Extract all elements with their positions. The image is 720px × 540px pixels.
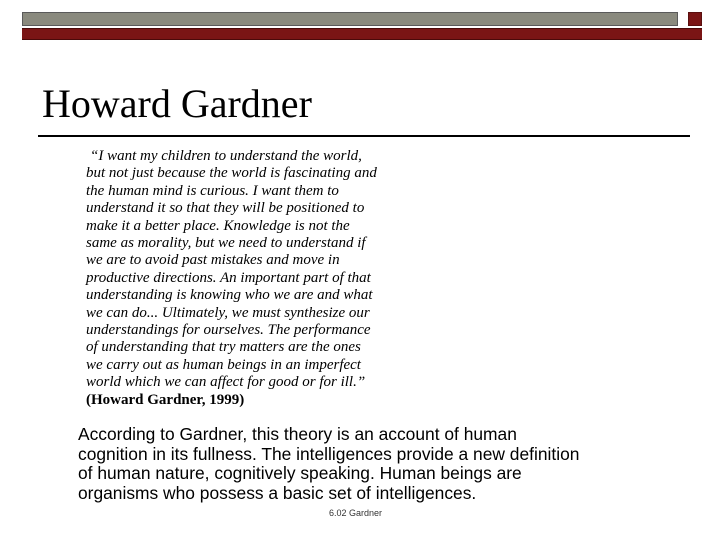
- quote-line: understand it so that they will be positioned to: [86, 200, 365, 217]
- header-accent-square: [688, 12, 702, 26]
- quote-citation: (Howard Gardner, 1999): [86, 391, 245, 408]
- quote-line: same as morality, but we need to understand if: [86, 235, 366, 252]
- body-line: of human nature, cognitively speaking. Human beings are: [78, 463, 522, 484]
- body-line: organisms who possess a basic set of intelligences.: [78, 482, 477, 503]
- quote-line: we carry out as human beings in an imperfect: [86, 356, 361, 373]
- quote-line: of understanding that try matters are the ones: [86, 339, 361, 356]
- body-line: cognition in its fullness. The intelligences provide a new definition: [78, 443, 580, 464]
- body-paragraph: [78, 425, 678, 503]
- quote-line: the human mind is curious. I want them to: [86, 182, 339, 199]
- header-decoration-bar: [22, 12, 678, 26]
- body-line: According to Gardner, this theory is an account of human: [78, 424, 517, 444]
- slide-title: Howard Gardner: [42, 81, 312, 126]
- quote-line: but not just because the world is fascinating and: [86, 165, 377, 182]
- quote-line: productive directions. An important part of that: [86, 269, 371, 286]
- quote-line: world which we can affect for good or for ill.”: [86, 374, 366, 391]
- quote-line: we can do... Ultimately, we must synthesize our: [86, 304, 370, 321]
- header-maroon-band: [22, 28, 702, 40]
- gardner-quote: [86, 148, 446, 409]
- quote-line: understanding is knowing who we are and what: [86, 287, 373, 304]
- quote-line: we are to avoid past mistakes and move in: [86, 252, 340, 269]
- quote-line: “I want my children to understand the world,: [90, 148, 362, 164]
- header-gray-band: [23, 13, 677, 25]
- quote-line: make it a better place. Knowledge is not the: [86, 217, 350, 234]
- quote-line: understandings for ourselves. The performance: [86, 322, 371, 339]
- slide-footer: 6.02 Gardner: [329, 508, 383, 518]
- title-underline: [38, 135, 690, 137]
